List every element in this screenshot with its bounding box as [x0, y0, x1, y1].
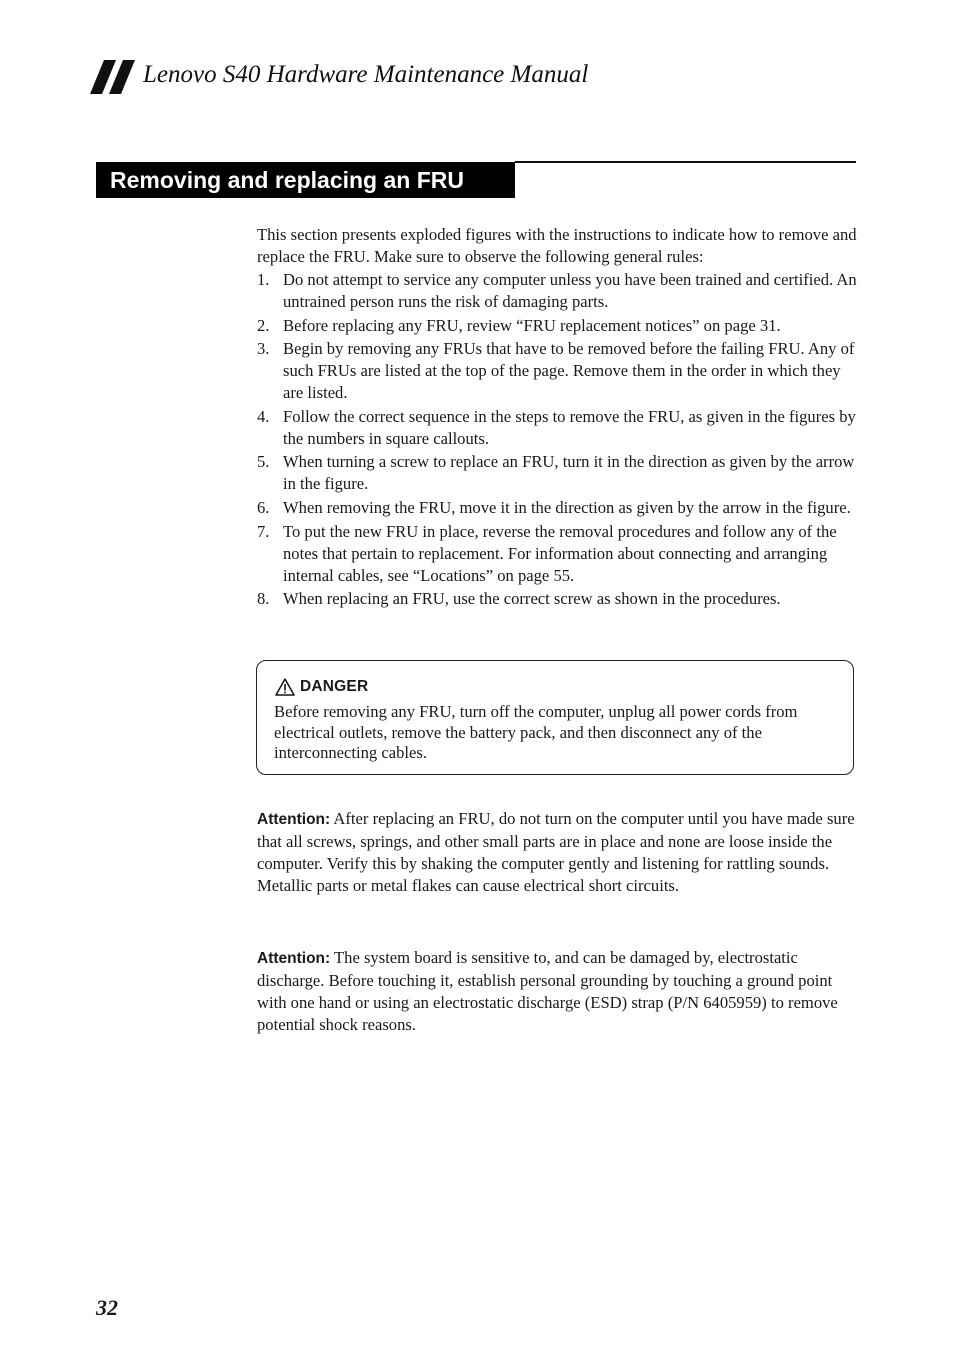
list-item-number: 5. — [257, 452, 270, 472]
attention-label: Attention: — [257, 811, 331, 828]
double-slash-logo — [90, 60, 136, 94]
list-item — [257, 338, 857, 404]
attention-text: The system board is sensitive to, and can be damaged by, electrostatic discharge. Before touching it, establish personal grounding by touching a ground point with one hand or using an electrostatic discharge (ESD) strap (P/N 6405959) to remove potential shock reasons. — [257, 948, 838, 1034]
list-item — [257, 588, 857, 610]
list-item — [257, 269, 857, 313]
list-item-number: 4. — [257, 406, 270, 426]
danger-label: DANGER — [300, 678, 369, 695]
manual-title: Lenovo S40 Hardware Maintenance Manual — [143, 61, 589, 88]
list-item-number: 1. — [257, 270, 270, 289]
warning-triangle-icon — [275, 678, 295, 696]
list-item-text: Follow the correct sequence in the steps to remove the FRU, as given in the figures by the numbers in square callouts. — [283, 406, 856, 448]
intro-paragraph: This section presents exploded figures with the instructions to indicate how to remove and replace the FRU. Make sure to observe the following general rules: — [257, 225, 857, 266]
list-item-text: When replacing an FRU, use the correct screw as shown in the procedures. — [283, 589, 781, 609]
list-item-number: 8. — [257, 589, 270, 609]
section-title: Removing and replacing an FRU — [110, 167, 464, 193]
attention-paragraph — [257, 808, 857, 897]
list-item-text: When turning a screw to replace an FRU, turn it in the direction as given by the arrow in the figure. — [283, 452, 855, 494]
list-item — [257, 406, 857, 450]
list-item — [257, 521, 857, 587]
attention-label: Attention: — [257, 950, 331, 967]
section-rule — [515, 161, 856, 163]
list-item-number: 3. — [257, 339, 270, 359]
list-item-number: 2. — [257, 315, 270, 335]
list-item — [257, 315, 857, 337]
page-number: 32 — [96, 1295, 118, 1320]
list-item — [257, 451, 857, 495]
section-body — [257, 224, 857, 612]
list-item-number: 7. — [257, 521, 270, 541]
list-item-text: Before replacing any FRU, review “FRU replacement notices” on page 31. — [283, 315, 781, 335]
attention-paragraph — [257, 947, 857, 1036]
list-item-text: When removing the FRU, move it in the direction as given by the arrow in the figure. — [283, 497, 851, 517]
danger-text: Before removing any FRU, turn off the computer, unplug all power cords from electrical outlets, remove the battery pack, and then disconnect any of the interconnecting cables. — [274, 702, 798, 762]
general-rules-list — [257, 269, 857, 610]
list-item-text: Do not attempt to service any computer unless you have been trained and certified. An untrained person runs the risk of damaging parts. — [283, 270, 857, 311]
list-item-number: 6. — [257, 497, 270, 517]
attention-text: After replacing an FRU, do not turn on the computer until you have made sure that all screws, springs, and other small parts are in place and none are loose inside the computer. Verify this by shaking the computer gently and listening for rattling sounds. Metallic parts or metal flakes can cause electrical short circuits. — [257, 809, 855, 895]
danger-heading — [275, 676, 368, 698]
list-item — [257, 497, 857, 519]
list-item-text: Begin by removing any FRUs that have to be removed before the failing FRU. Any of such FRUs are listed at the top of the page. Remove them in the order in which they are listed. — [283, 339, 855, 403]
list-item-text: To put the new FRU in place, reverse the removal procedures and follow any of the notes that pertain to replacement. For information about connecting and arranging internal cables, see “Locations” on page 55. — [283, 521, 837, 585]
